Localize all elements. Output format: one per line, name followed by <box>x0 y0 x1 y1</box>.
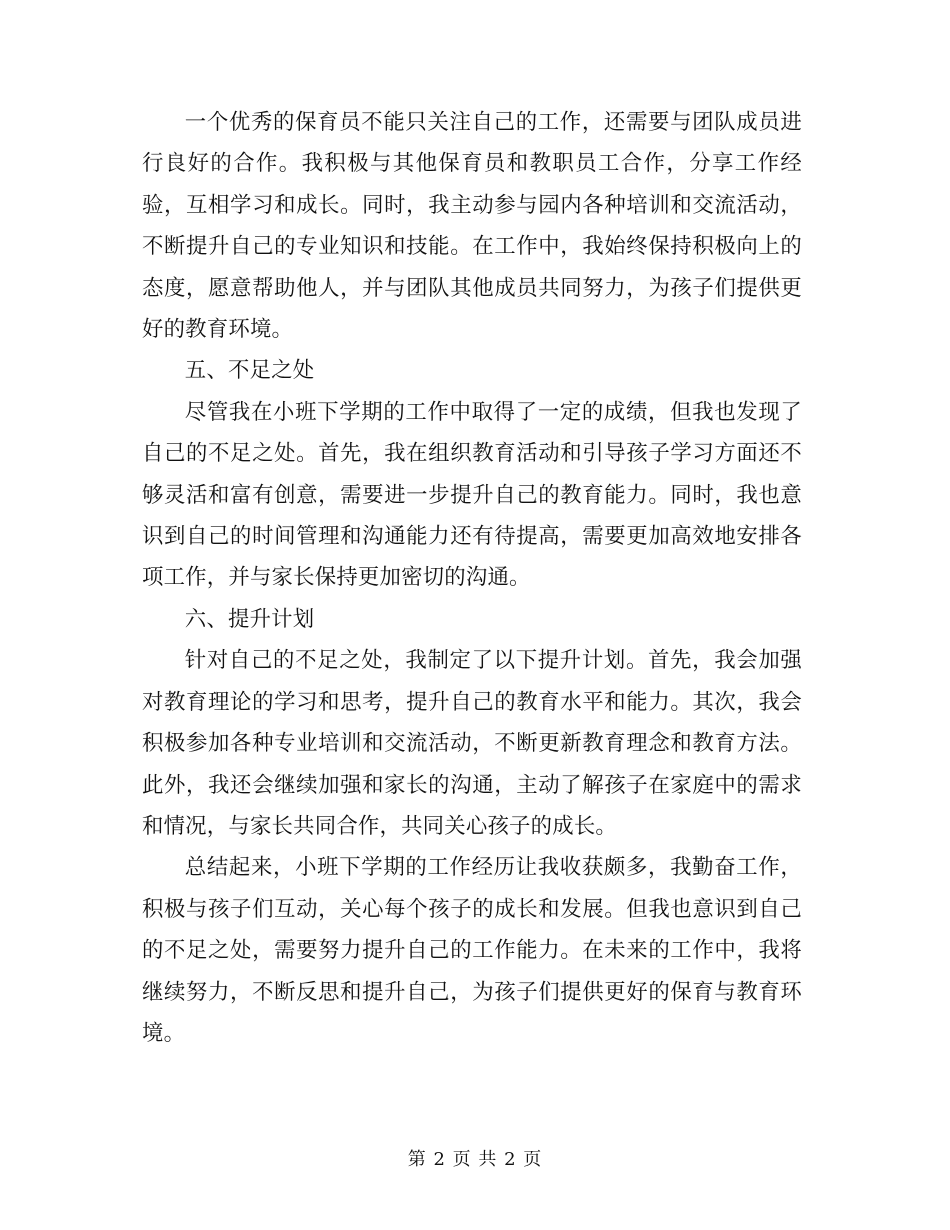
section-heading-improvement-plan: 六、提升计划 <box>184 606 315 632</box>
paragraph-shortcomings: 尽管我在小班下学期的工作中取得了一定的成绩，但我也发现了自己的不足之处。首先，我在组织教育活动和引导孩子学习方面还不够灵活和富有创意，需要进一步提升自己的教育能力。同时，我也意识到自己的时间管理和沟通能力还有待提高，需要更加高效地安排各项工作，并与家长保持更加密切的沟通。 <box>142 399 802 591</box>
paragraph-improvement-plan: 针对自己的不足之处，我制定了以下提升计划。首先，我会加强对教育理论的学习和思考，提升自己的教育水平和能力。其次，我会积极参加各种专业培训和交流活动，不断更新教育理念和教育方法。此外，我还会继续加强和家长的沟通，主动了解孩子在家庭中的需求和情况，与家长共同合作，共同关心孩子的成长。 <box>142 648 802 839</box>
page-number-footer: 第 2 页 共 2 页 <box>407 1149 543 1170</box>
document-body <box>142 102 802 1054</box>
paragraph-summary: 总结起来，小班下学期的工作经历让我收获颇多，我勤奋工作，积极与孩子们互动，关心每个孩子的成长和发展。但我也意识到自己的不足之处，需要努力提升自己的工作能力。在未来的工作中，我将继续努力，不断反思和提升自己，为孩子们提供更好的保育与教育环境。 <box>142 855 802 1046</box>
section-heading-shortcomings: 五、不足之处 <box>184 358 315 384</box>
paragraph-teamwork: 一个优秀的保育员不能只关注自己的工作，还需要与团队成员进行良好的合作。我积极与其他保育员和教职员工合作，分享工作经验，互相学习和成长。同时，我主动参与园内各种培训和交流活动，不断提升自己的专业知识和技能。在工作中，我始终保持积极向上的态度，愿意帮助他人，并与团队其他成员共同努力，为孩子们提供更好的教育环境。 <box>142 110 802 343</box>
